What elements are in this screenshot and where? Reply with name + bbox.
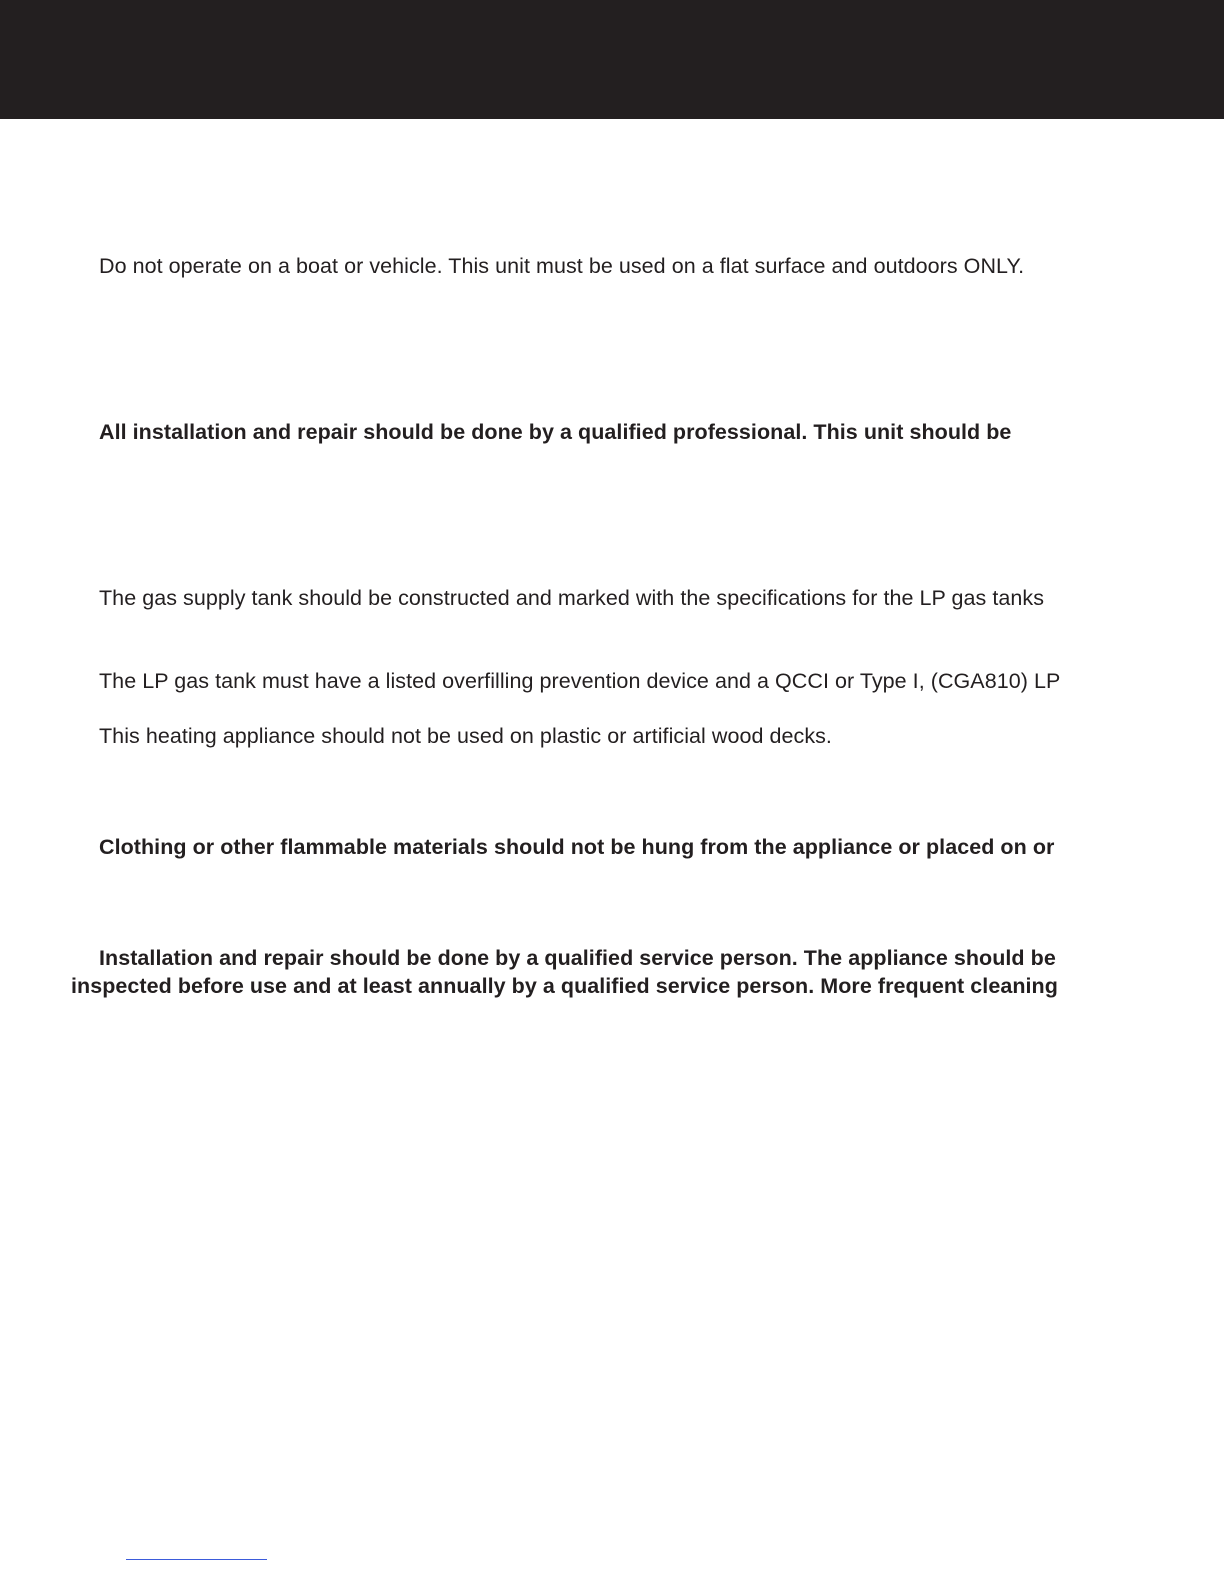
warning-clothing: Clothing or other flammable materials should not be hung from the appliance or placed on or [99, 835, 1055, 859]
warning-gas-supply-tank: The gas supply tank should be constructed and marked with the specifications for the LP gas tanks [99, 586, 1045, 610]
header-band [0, 0, 1224, 119]
warning-overfilling-device: The LP gas tank must have a listed overfilling prevention device and a QCCI or Type I, (CGA810) LP [99, 669, 1061, 693]
warning-decks: This heating appliance should not be used on plastic or artificial wood decks. [99, 724, 832, 748]
warning-service-person-line-2: inspected before use and at least annually by a qualified service person. More frequent cleaning [71, 974, 1058, 998]
warning-installation-professional: All installation and repair should be done by a qualified professional. This unit should be [99, 420, 1012, 444]
warning-service-person-line-1: Installation and repair should be done by a qualified service person. The appliance should be [99, 946, 1056, 970]
footer-rule [126, 1559, 267, 1560]
warning-boat-vehicle: Do not operate on a boat or vehicle. This unit must be used on a flat surface and outdoors ONLY. [99, 254, 1025, 278]
